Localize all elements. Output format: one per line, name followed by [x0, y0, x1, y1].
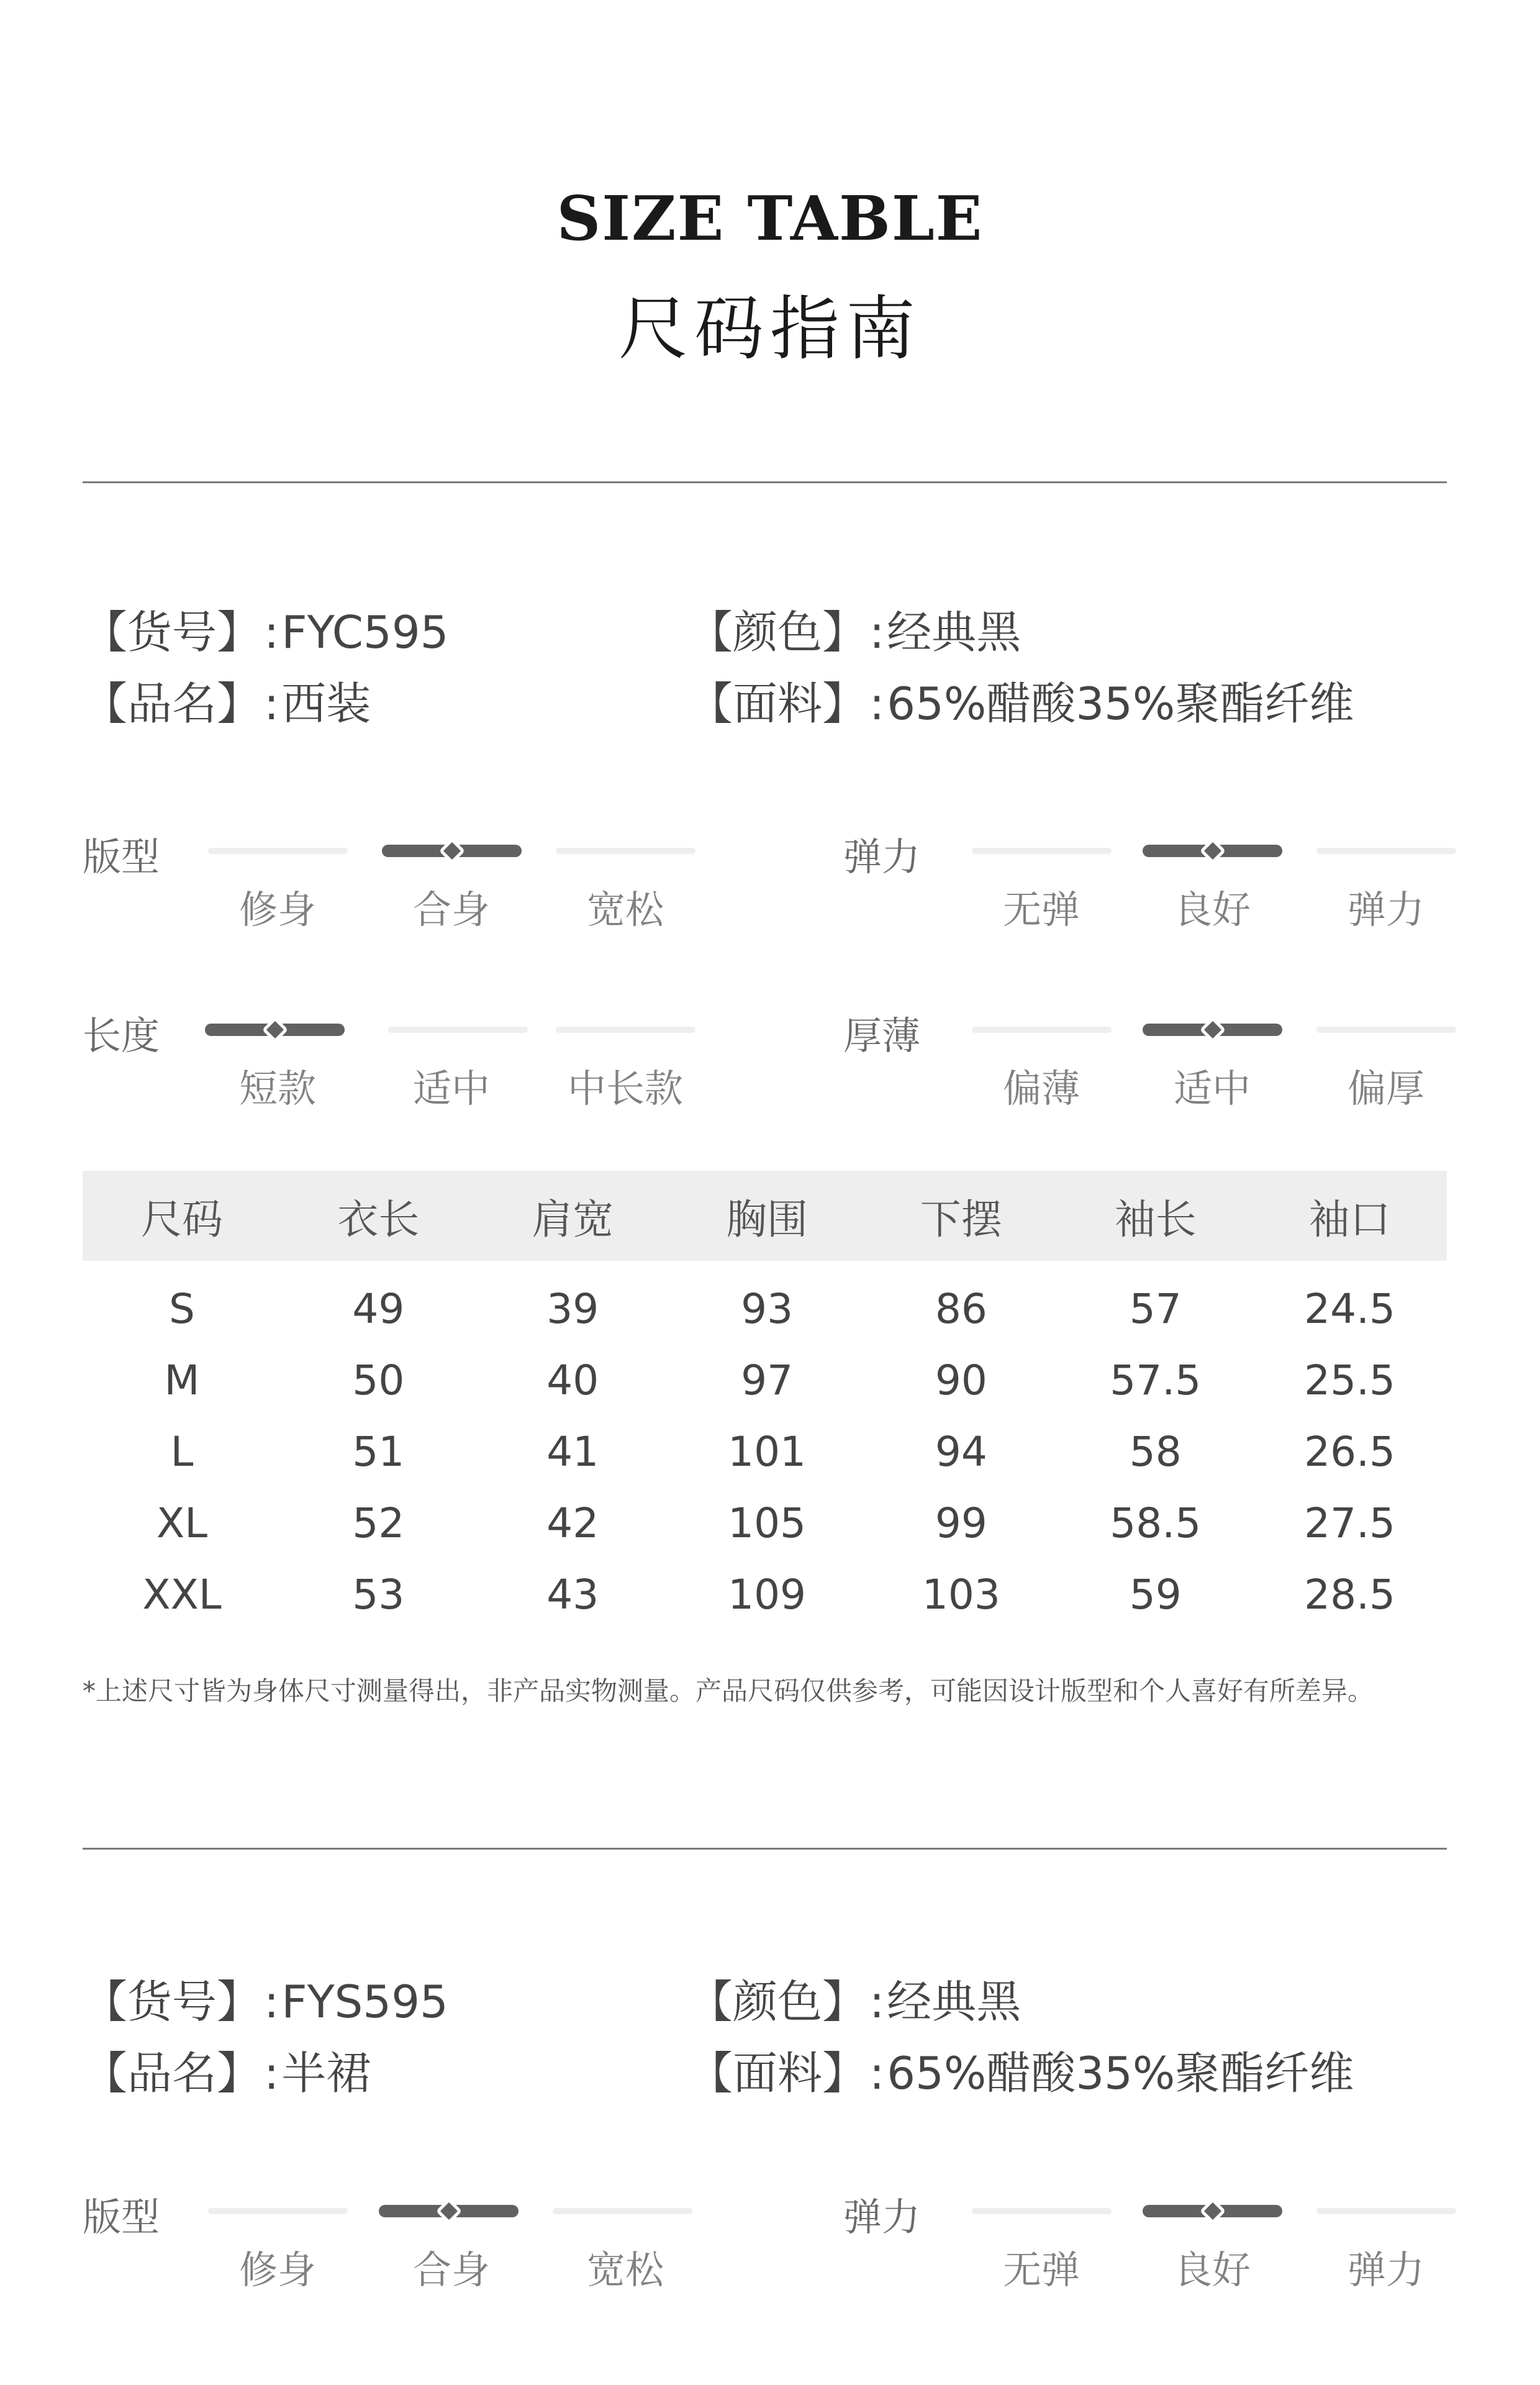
length-bar-short-selected: [205, 1024, 345, 1036]
info-separator: :: [264, 606, 279, 658]
table-row: [83, 1261, 1447, 1345]
cell-hem: 86: [935, 1285, 987, 1333]
table-row: [83, 1345, 1447, 1416]
item-number-2: [83, 1966, 448, 2030]
product-color-value: 经典黑: [887, 1976, 1021, 2028]
elasticity-option-stretch: 弹力: [1347, 887, 1424, 932]
slider-knob-icon: [261, 1017, 288, 1043]
product-name-label: 【品名】: [83, 2047, 262, 2099]
cell-cuff: 24.5: [1304, 1285, 1396, 1333]
fit-bar-loose: [556, 848, 695, 854]
divider-middle: [83, 1848, 1447, 1850]
attr-thickness-label: 厚薄: [843, 1013, 921, 1058]
fit-bar-slim: [208, 848, 348, 854]
product-name-label: 【品名】: [83, 678, 262, 730]
fit-option-slim-2: 修身: [238, 2247, 316, 2292]
col-header-hem: 下摆: [920, 1196, 1002, 1243]
cell-sleeve-length: 58.5: [1110, 1499, 1202, 1547]
product-fabric-value: 65%醋酸35%聚酯纤维: [887, 2047, 1354, 2099]
attr-fit-label: 版型: [83, 834, 160, 879]
item-number: [83, 596, 448, 661]
slider-knob-icon: [438, 838, 464, 864]
info-separator: :: [869, 2047, 885, 2099]
product-name-value: 西装: [281, 678, 371, 730]
product-color-label: 【颜色】: [688, 1976, 867, 2028]
length-option-long: 中长款: [567, 1066, 683, 1111]
col-header-bust: 胸围: [726, 1196, 808, 1243]
thickness-option-thick: 偏厚: [1347, 1066, 1424, 1111]
info-separator: :: [869, 1976, 885, 2028]
length-bar-medium: [388, 1027, 528, 1033]
thickness-option-medium: 适中: [1173, 1066, 1251, 1111]
cell-length: 49: [352, 1285, 405, 1333]
cell-hem: 90: [935, 1356, 987, 1404]
thickness-option-thin: 偏薄: [1002, 1066, 1080, 1111]
elasticity-option-stretch-2: 弹力: [1347, 2247, 1424, 2292]
cell-bust: 93: [741, 1285, 794, 1333]
info-separator: :: [869, 606, 885, 658]
elasticity-bar-none: [972, 848, 1112, 854]
size-table-header: [83, 1171, 1447, 1261]
page-title-en: SIZE TABLE: [556, 183, 984, 255]
length-option-medium: 适中: [412, 1066, 490, 1111]
col-header-sleeve-length: 袖长: [1114, 1196, 1197, 1243]
col-header-size: 尺码: [141, 1196, 223, 1243]
product-color-value: 经典黑: [887, 606, 1021, 658]
size-disclaimer: *上述尺寸皆为身体尺寸测量得出，非产品实物测量。产品尺码仅供参考，可能因设计版型和个人喜好有所差异。: [83, 1676, 1374, 1706]
cell-size: M: [164, 1356, 200, 1404]
elasticity-bar-good-selected: [1143, 845, 1282, 857]
cell-bust: 101: [728, 1428, 807, 1476]
fit-bar-slim-2: [208, 2208, 348, 2214]
cell-cuff: 27.5: [1304, 1499, 1396, 1547]
fit-option-loose-2: 宽松: [586, 2247, 664, 2292]
product-fabric-label: 【面料】: [688, 2047, 867, 2099]
cell-hem: 94: [935, 1428, 987, 1476]
cell-sleeve-length: 57: [1129, 1285, 1182, 1333]
elasticity-option-good: 良好: [1173, 887, 1251, 932]
cell-shoulder: 40: [546, 1356, 599, 1404]
product-color-2: [688, 1966, 1021, 2030]
cell-hem: 103: [922, 1571, 1000, 1619]
cell-sleeve-length: 57.5: [1110, 1356, 1202, 1404]
fit-bar-regular-selected: [382, 845, 522, 857]
fit-option-regular-2: 合身: [412, 2247, 490, 2292]
page-title-zh: 尺码指南: [618, 289, 922, 370]
slider-knob-icon: [1199, 1017, 1225, 1043]
item-number-value: FYC595: [281, 606, 449, 658]
item-number-label: 【货号】: [83, 606, 262, 658]
table-row: [83, 1488, 1447, 1559]
col-header-cuff: 袖口: [1308, 1196, 1391, 1243]
cell-size: XL: [156, 1499, 207, 1547]
item-number-value: FYS595: [281, 1976, 448, 2028]
thickness-bar-medium-selected: [1143, 1024, 1282, 1036]
length-bar-long: [556, 1027, 695, 1033]
cell-hem: 99: [935, 1499, 987, 1547]
thickness-bar-thick: [1316, 1027, 1456, 1033]
slider-knob-icon: [1199, 838, 1225, 864]
cell-size: L: [170, 1428, 194, 1476]
cell-cuff: 25.5: [1304, 1356, 1396, 1404]
product-name-2: [83, 2037, 371, 2102]
elasticity-option-none: 无弹: [1002, 887, 1080, 932]
cell-sleeve-length: 58: [1129, 1428, 1182, 1476]
cell-length: 51: [352, 1428, 405, 1476]
product-name-value: 半裙: [281, 2047, 371, 2099]
info-separator: :: [264, 678, 279, 730]
cell-shoulder: 42: [546, 1499, 599, 1547]
product-fabric-2: [688, 2037, 1354, 2102]
cell-shoulder: 41: [546, 1428, 599, 1476]
col-header-length: 衣长: [337, 1196, 420, 1243]
length-option-short: 短款: [238, 1066, 316, 1111]
size-table: [83, 1171, 1447, 1630]
elasticity-bar-good-selected-2: [1143, 2205, 1282, 2217]
product-color: [688, 596, 1021, 661]
item-number-label: 【货号】: [83, 1976, 262, 2028]
info-separator: :: [869, 678, 885, 730]
cell-length: 53: [352, 1571, 405, 1619]
col-header-shoulder: 肩宽: [532, 1196, 614, 1243]
fit-bar-regular-selected-2: [379, 2205, 519, 2217]
slider-knob-icon: [1199, 2198, 1225, 2224]
fit-option-loose: 宽松: [586, 887, 664, 932]
cell-bust: 97: [741, 1356, 794, 1404]
divider-top: [83, 481, 1447, 483]
product-color-label: 【颜色】: [688, 606, 867, 658]
attr-elasticity-label: 弹力: [843, 834, 921, 879]
fit-option-slim: 修身: [238, 887, 316, 932]
thickness-bar-thin: [972, 1027, 1112, 1033]
elasticity-bar-none-2: [972, 2208, 1112, 2214]
product-fabric-value: 65%醋酸35%聚酯纤维: [887, 678, 1354, 730]
cell-length: 50: [352, 1356, 405, 1404]
table-row: [83, 1416, 1447, 1488]
elasticity-bar-stretch-2: [1316, 2208, 1456, 2214]
cell-shoulder: 43: [546, 1571, 599, 1619]
cell-sleeve-length: 59: [1129, 1571, 1182, 1619]
info-separator: :: [264, 1976, 279, 2028]
table-row: [83, 1559, 1447, 1630]
cell-cuff: 26.5: [1304, 1428, 1396, 1476]
attr-elasticity-label-2: 弹力: [843, 2194, 921, 2240]
slider-knob-icon: [435, 2198, 461, 2224]
product-fabric: [688, 668, 1354, 732]
elasticity-option-none-2: 无弹: [1002, 2247, 1080, 2292]
attr-length-label: 长度: [83, 1013, 160, 1058]
cell-length: 52: [352, 1499, 405, 1547]
cell-size: S: [169, 1285, 195, 1333]
fit-bar-loose-2: [553, 2208, 692, 2214]
info-separator: :: [264, 2047, 279, 2099]
elasticity-bar-stretch: [1316, 848, 1456, 854]
cell-shoulder: 39: [546, 1285, 599, 1333]
cell-cuff: 28.5: [1304, 1571, 1396, 1619]
attr-fit-label-2: 版型: [83, 2194, 160, 2240]
cell-bust: 105: [728, 1499, 807, 1547]
product-name: [83, 668, 371, 732]
elasticity-option-good-2: 良好: [1173, 2247, 1251, 2292]
product-fabric-label: 【面料】: [688, 678, 867, 730]
cell-size: XXL: [142, 1571, 222, 1619]
fit-option-regular: 合身: [412, 887, 490, 932]
cell-bust: 109: [728, 1571, 807, 1619]
